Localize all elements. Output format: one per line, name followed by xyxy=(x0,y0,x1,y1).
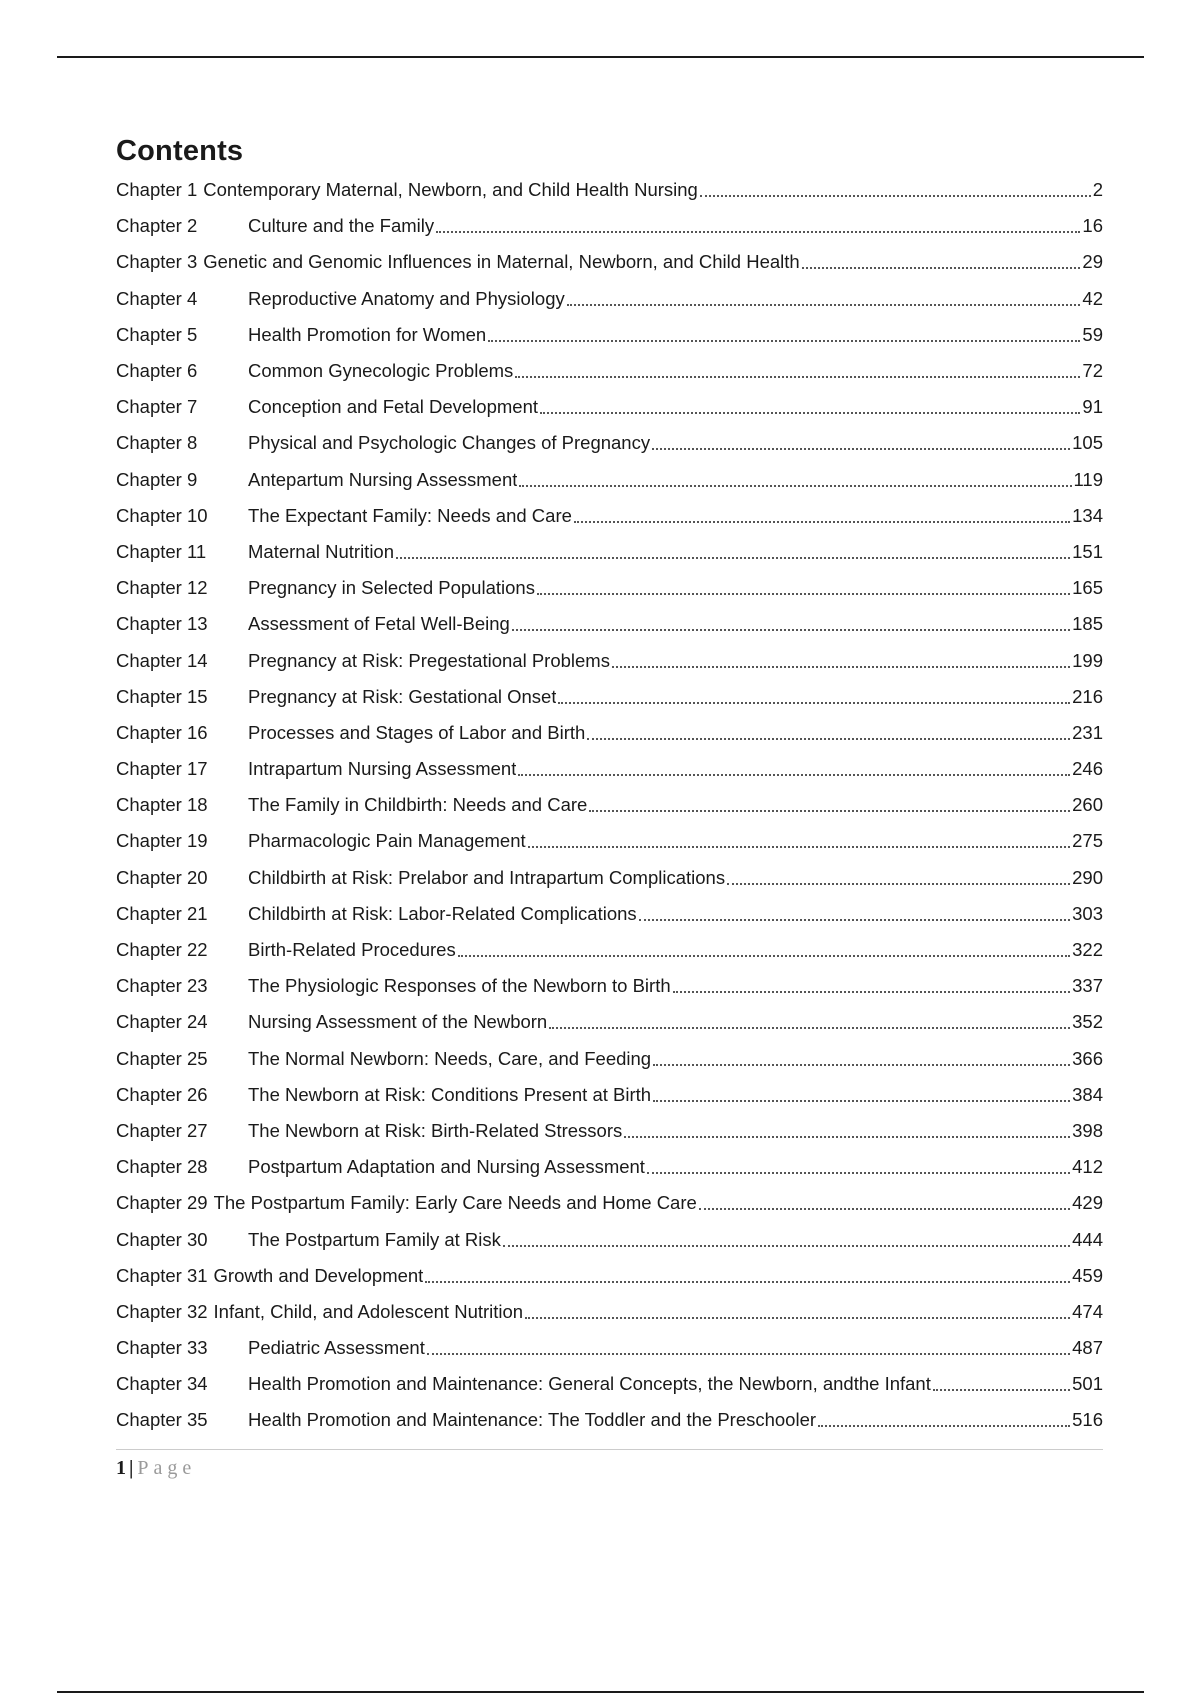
toc-chapter-title: Pregnancy at Risk: Pregestational Problems xyxy=(248,649,610,671)
toc-entry[interactable] xyxy=(116,462,1103,498)
toc-chapter-number: Chapter 4 xyxy=(116,287,198,309)
toc-dot-leader xyxy=(519,485,1071,487)
toc-page-number: 119 xyxy=(1073,468,1103,490)
toc-chapter-title: The Family in Childbirth: Needs and Care xyxy=(248,794,588,816)
toc-dot-leader xyxy=(503,1245,1070,1247)
toc-chapter-title: Contemporary Maternal, Newborn, and Child Health Nursing xyxy=(203,179,698,201)
toc-chapter-number: Chapter 6 xyxy=(116,360,198,382)
toc-dot-leader xyxy=(549,1027,1070,1029)
footer-page-label: Page xyxy=(137,1457,197,1479)
toc-dot-leader xyxy=(528,846,1070,848)
toc-chapter-title: The Physiologic Responses of the Newborn to Birth xyxy=(248,975,671,997)
toc-entry[interactable] xyxy=(116,1294,1103,1330)
toc-chapter-title: Pharmacologic Pain Management xyxy=(248,830,526,852)
toc-chapter-number: Chapter 30 xyxy=(116,1228,208,1250)
toc-page-number: 199 xyxy=(1072,649,1103,671)
toc-chapter-number: Chapter 28 xyxy=(116,1156,208,1178)
toc-page-number: 290 xyxy=(1072,866,1103,888)
footer-rule xyxy=(116,1449,1103,1450)
toc-page-number: 42 xyxy=(1082,287,1103,309)
toc-page-number: 29 xyxy=(1082,251,1103,273)
toc-chapter-number: Chapter 21 xyxy=(116,902,208,924)
toc-entry[interactable] xyxy=(116,317,1103,353)
toc-dot-leader xyxy=(537,593,1070,595)
toc-chapter-title: The Postpartum Family: Early Care Needs and Home Care xyxy=(213,1192,697,1214)
toc-dot-leader xyxy=(488,340,1080,342)
toc-entry[interactable] xyxy=(116,679,1103,715)
toc-dot-leader xyxy=(802,267,1081,269)
toc-chapter-title: The Newborn at Risk: Birth-Related Stressors xyxy=(248,1119,623,1141)
toc-entry[interactable] xyxy=(116,932,1103,968)
toc-chapter-number: Chapter 2 xyxy=(116,215,198,237)
toc-entry[interactable] xyxy=(116,1149,1103,1185)
toc-entry[interactable] xyxy=(116,570,1103,606)
toc-chapter-number: Chapter 19 xyxy=(116,830,208,852)
toc-page-number: 366 xyxy=(1072,1047,1103,1069)
toc-page-number: 59 xyxy=(1082,323,1103,345)
toc-chapter-number: Chapter 33 xyxy=(116,1337,208,1359)
toc-chapter-number: Chapter 29 xyxy=(116,1192,208,1214)
toc-page-number: 275 xyxy=(1072,830,1103,852)
toc-entry[interactable] xyxy=(116,1185,1103,1221)
toc-entry[interactable] xyxy=(116,1330,1103,1366)
toc-entry[interactable] xyxy=(116,896,1103,932)
toc-entry[interactable] xyxy=(116,1004,1103,1040)
toc-entry[interactable] xyxy=(116,208,1103,244)
toc-entry[interactable] xyxy=(116,534,1103,570)
toc-page-number: 151 xyxy=(1072,540,1103,562)
toc-chapter-title: Conception and Fetal Development xyxy=(248,396,539,418)
toc-chapter-number: Chapter 14 xyxy=(116,649,208,671)
toc-chapter-number: Chapter 22 xyxy=(116,939,208,961)
toc-dot-leader xyxy=(396,557,1070,559)
toc-page-number: 165 xyxy=(1072,577,1103,599)
toc-dot-leader xyxy=(512,629,1070,631)
toc-entry[interactable] xyxy=(116,172,1103,208)
toc-chapter-number: Chapter 24 xyxy=(116,1011,208,1033)
toc-page-number: 2 xyxy=(1092,179,1103,201)
toc-entry[interactable] xyxy=(116,244,1103,280)
toc-page-number: 134 xyxy=(1072,504,1103,526)
toc-dot-leader xyxy=(518,774,1070,776)
toc-chapter-title: The Postpartum Family at Risk xyxy=(248,1228,501,1250)
toc-chapter-title: Infant, Child, and Adolescent Nutrition xyxy=(213,1300,524,1322)
toc-chapter-title: Growth and Development xyxy=(213,1264,424,1286)
toc-chapter-number: Chapter 25 xyxy=(116,1047,208,1069)
toc-entry[interactable] xyxy=(116,1402,1103,1438)
toc-chapter-number: Chapter 15 xyxy=(116,685,208,707)
toc-dot-leader xyxy=(540,412,1080,414)
toc-chapter-number: Chapter 16 xyxy=(116,721,208,743)
toc-page-number: 474 xyxy=(1072,1300,1103,1322)
toc-page-number: 459 xyxy=(1072,1264,1103,1286)
toc-entry[interactable] xyxy=(116,1258,1103,1294)
toc-chapter-title: Pediatric Assessment xyxy=(248,1337,425,1359)
toc-chapter-number: Chapter 23 xyxy=(116,975,208,997)
toc-chapter-title: Assessment of Fetal Well-Being xyxy=(248,613,510,635)
toc-dot-leader xyxy=(558,702,1070,704)
toc-page-number: 516 xyxy=(1072,1409,1103,1431)
toc-page-number: 246 xyxy=(1072,758,1103,780)
toc-page-number: 303 xyxy=(1072,902,1103,924)
toc-entry[interactable] xyxy=(116,425,1103,461)
toc-chapter-title: The Newborn at Risk: Conditions Present at Birth xyxy=(248,1083,652,1105)
toc-page-number: 72 xyxy=(1082,360,1103,382)
toc-dot-leader xyxy=(652,448,1070,450)
toc-chapter-title: Health Promotion and Maintenance: The Toddler and the Preschooler xyxy=(248,1409,817,1431)
toc-page-number: 412 xyxy=(1072,1156,1103,1178)
toc-chapter-title: Reproductive Anatomy and Physiology xyxy=(248,287,565,309)
toc-page-number: 384 xyxy=(1072,1083,1103,1105)
toc-dot-leader xyxy=(515,376,1080,378)
toc-dot-leader xyxy=(639,919,1070,921)
toc-chapter-number: Chapter 7 xyxy=(116,396,198,418)
page-footer xyxy=(116,1457,196,1480)
toc-entry[interactable] xyxy=(116,823,1103,859)
toc-dot-leader xyxy=(587,738,1070,740)
toc-page-number: 337 xyxy=(1072,975,1103,997)
toc-chapter-number: Chapter 11 xyxy=(116,540,207,562)
toc-chapter-title: Processes and Stages of Labor and Birth xyxy=(248,721,586,743)
toc-chapter-number: Chapter 27 xyxy=(116,1119,208,1141)
toc-dot-leader xyxy=(673,991,1070,993)
toc-chapter-title: Antepartum Nursing Assessment xyxy=(248,468,518,490)
toc-page-number: 105 xyxy=(1072,432,1103,454)
toc-page-number: 216 xyxy=(1072,685,1103,707)
toc-chapter-title: Physical and Psychologic Changes of Pregnancy xyxy=(248,432,651,454)
toc-chapter-number: Chapter 17 xyxy=(116,758,208,780)
toc-page-number: 501 xyxy=(1072,1373,1103,1395)
toc-chapter-title: Health Promotion and Maintenance: General Concepts, the Newborn, andthe Infant xyxy=(248,1373,931,1395)
toc-page-number: 444 xyxy=(1072,1228,1103,1250)
bottom-rule xyxy=(57,1691,1144,1693)
toc-entry[interactable] xyxy=(116,787,1103,823)
toc-entry[interactable] xyxy=(116,606,1103,642)
toc-entry[interactable] xyxy=(116,860,1103,896)
toc-chapter-title: Maternal Nutrition xyxy=(248,540,395,562)
header-rule xyxy=(57,56,1144,58)
toc-entry[interactable] xyxy=(116,498,1103,534)
toc-chapter-title: Genetic and Genomic Influences in Maternal, Newborn, and Child Health xyxy=(203,251,800,273)
toc-entry[interactable] xyxy=(116,1041,1103,1077)
toc-dot-leader xyxy=(818,1425,1070,1427)
toc-entry[interactable] xyxy=(116,1366,1103,1402)
toc-dot-leader xyxy=(727,883,1070,885)
toc-entry[interactable] xyxy=(116,751,1103,787)
toc-dot-leader xyxy=(525,1317,1070,1319)
toc-page-number: 91 xyxy=(1082,396,1103,418)
toc-dot-leader xyxy=(653,1064,1070,1066)
toc-page-number: 185 xyxy=(1072,613,1103,635)
toc-chapter-number: Chapter 5 xyxy=(116,323,198,345)
toc-chapter-number: Chapter 26 xyxy=(116,1083,208,1105)
toc-chapter-title: Pregnancy in Selected Populations xyxy=(248,577,535,599)
toc-dot-leader xyxy=(458,955,1070,957)
toc-dot-leader xyxy=(653,1100,1070,1102)
toc-entry[interactable] xyxy=(116,1113,1103,1149)
footer-page-number: 1 xyxy=(116,1457,126,1479)
toc-chapter-title: Culture and the Family xyxy=(248,215,435,237)
toc-chapter-title: Pregnancy at Risk: Gestational Onset xyxy=(248,685,557,707)
toc-chapter-number: Chapter 35 xyxy=(116,1409,208,1431)
toc-chapter-title: Childbirth at Risk: Labor-Related Complications xyxy=(248,902,637,924)
toc-dot-leader xyxy=(436,231,1080,233)
toc-chapter-number: Chapter 1 xyxy=(116,179,198,201)
toc-chapter-number: Chapter 3 xyxy=(116,251,198,273)
toc-entry[interactable] xyxy=(116,281,1103,317)
toc-chapter-title: Birth-Related Procedures xyxy=(248,939,456,961)
toc-chapter-number: Chapter 10 xyxy=(116,504,208,526)
toc-chapter-title: Health Promotion for Women xyxy=(248,323,487,345)
toc-chapter-number: Chapter 32 xyxy=(116,1300,208,1322)
toc-chapter-number: Chapter 18 xyxy=(116,794,208,816)
toc-entry[interactable] xyxy=(116,715,1103,751)
toc-dot-leader xyxy=(699,1208,1070,1210)
toc-dot-leader xyxy=(425,1281,1070,1283)
toc-dot-leader xyxy=(933,1389,1070,1391)
toc-page-number: 322 xyxy=(1072,939,1103,961)
toc-chapter-number: Chapter 31 xyxy=(116,1264,208,1286)
toc-dot-leader xyxy=(567,304,1081,306)
toc-dot-leader xyxy=(589,810,1070,812)
toc-chapter-number: Chapter 34 xyxy=(116,1373,208,1395)
footer-separator: | xyxy=(129,1457,134,1479)
toc-chapter-title: The Expectant Family: Needs and Care xyxy=(248,504,572,526)
toc-chapter-title: Intrapartum Nursing Assessment xyxy=(248,758,517,780)
table-of-contents xyxy=(116,172,1103,1439)
toc-dot-leader xyxy=(624,1136,1070,1138)
toc-dot-leader xyxy=(647,1172,1070,1174)
toc-chapter-number: Chapter 20 xyxy=(116,866,208,888)
toc-page-number: 352 xyxy=(1072,1011,1103,1033)
toc-dot-leader xyxy=(612,666,1070,668)
toc-dot-leader xyxy=(574,521,1070,523)
toc-page-number: 231 xyxy=(1072,721,1103,743)
toc-chapter-number: Chapter 13 xyxy=(116,613,208,635)
toc-entry[interactable] xyxy=(116,389,1103,425)
toc-page-number: 16 xyxy=(1082,215,1103,237)
toc-dot-leader xyxy=(700,195,1091,197)
toc-page-number: 429 xyxy=(1072,1192,1103,1214)
toc-chapter-title: Postpartum Adaptation and Nursing Assessment xyxy=(248,1156,645,1178)
toc-chapter-title: Nursing Assessment of the Newborn xyxy=(248,1011,548,1033)
toc-entry[interactable] xyxy=(116,642,1103,678)
toc-dot-leader xyxy=(427,1353,1070,1355)
page-title: Contents xyxy=(116,135,244,167)
toc-chapter-title: The Normal Newborn: Needs, Care, and Feeding xyxy=(248,1047,652,1069)
toc-page-number: 398 xyxy=(1072,1119,1103,1141)
toc-chapter-number: Chapter 9 xyxy=(116,468,198,490)
toc-entry[interactable] xyxy=(116,1077,1103,1113)
toc-page-number: 487 xyxy=(1072,1337,1103,1359)
toc-entry[interactable] xyxy=(116,1221,1103,1257)
toc-chapter-number: Chapter 12 xyxy=(116,577,208,599)
toc-chapter-title: Childbirth at Risk: Prelabor and Intrapartum Complications xyxy=(248,866,726,888)
toc-entry[interactable] xyxy=(116,968,1103,1004)
toc-entry[interactable] xyxy=(116,353,1103,389)
toc-page-number: 260 xyxy=(1072,794,1103,816)
toc-chapter-number: Chapter 8 xyxy=(116,432,198,454)
toc-chapter-title: Common Gynecologic Problems xyxy=(248,360,514,382)
